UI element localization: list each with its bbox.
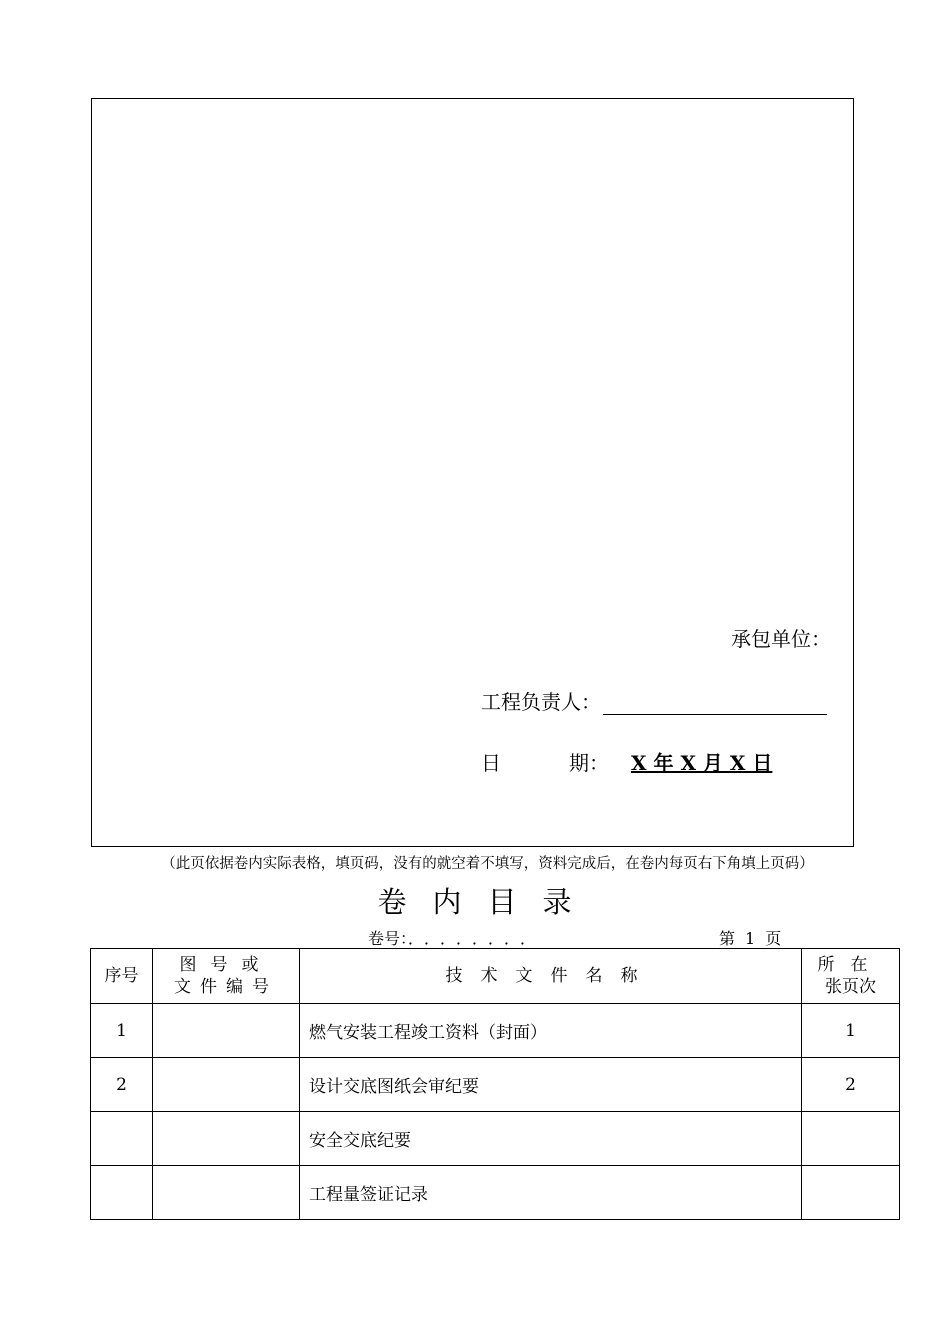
date-row bbox=[481, 747, 772, 776]
row-number bbox=[91, 1112, 153, 1166]
row-name: 安全交底纪要 bbox=[300, 1112, 802, 1166]
row-code bbox=[153, 1166, 300, 1220]
date-label-period: 期： bbox=[569, 751, 609, 775]
header-code bbox=[153, 949, 300, 1004]
row-page: 2 bbox=[802, 1058, 900, 1112]
page-suffix: 页 bbox=[765, 929, 782, 948]
row-name: 工程量签证记录 bbox=[300, 1166, 802, 1220]
volume-label: 卷号： bbox=[368, 929, 409, 948]
row-number: 1 bbox=[91, 1004, 153, 1058]
catalog-table bbox=[90, 948, 900, 1220]
header-number: 序号 bbox=[91, 949, 153, 1004]
row-code bbox=[153, 1112, 300, 1166]
project-manager-label: 工程负责人： bbox=[481, 690, 601, 714]
cover-box bbox=[91, 98, 854, 847]
catalog-title: 卷内目录 bbox=[377, 885, 598, 919]
row-number: 2 bbox=[91, 1058, 153, 1112]
header-page bbox=[802, 949, 900, 1004]
row-page bbox=[802, 1166, 900, 1220]
table-row bbox=[91, 1166, 900, 1220]
project-manager-row bbox=[481, 686, 827, 715]
date-label-day: 日 bbox=[481, 751, 501, 775]
volume-dots: ．．．．．．．． bbox=[408, 929, 545, 948]
row-name: 设计交底图纸会审纪要 bbox=[300, 1058, 802, 1112]
row-code bbox=[153, 1004, 300, 1058]
contractor-label: 承包单位： bbox=[731, 627, 831, 651]
table-row bbox=[91, 1058, 900, 1112]
header-code-line1: 图号或 bbox=[179, 955, 273, 975]
row-page bbox=[802, 1112, 900, 1166]
header-page-line2: 张页次 bbox=[825, 977, 876, 997]
volume-number bbox=[368, 926, 544, 949]
row-code bbox=[153, 1058, 300, 1112]
table-header-row bbox=[91, 949, 900, 1004]
header-page-line1: 所在 bbox=[817, 955, 884, 975]
date-value: X 年 X 月 X 日 bbox=[631, 751, 773, 775]
header-name: 技术文件名称 bbox=[300, 949, 802, 1004]
page-prefix: 第 bbox=[719, 929, 736, 948]
row-page: 1 bbox=[802, 1004, 900, 1058]
row-name: 燃气安装工程竣工资料（封面） bbox=[300, 1004, 802, 1058]
table-row bbox=[91, 1004, 900, 1058]
row-number bbox=[91, 1166, 153, 1220]
page-number: 1 bbox=[745, 929, 756, 948]
header-code-line2: 文件编号 bbox=[174, 977, 278, 997]
page-indicator bbox=[719, 926, 791, 949]
instruction-note: （此页依据卷内实际表格，填页码，没有的就空着不填写，资料完成后，在卷内每页右下角填上页码） bbox=[161, 856, 814, 872]
project-manager-signature-line[interactable] bbox=[603, 690, 827, 715]
table-row bbox=[91, 1112, 900, 1166]
